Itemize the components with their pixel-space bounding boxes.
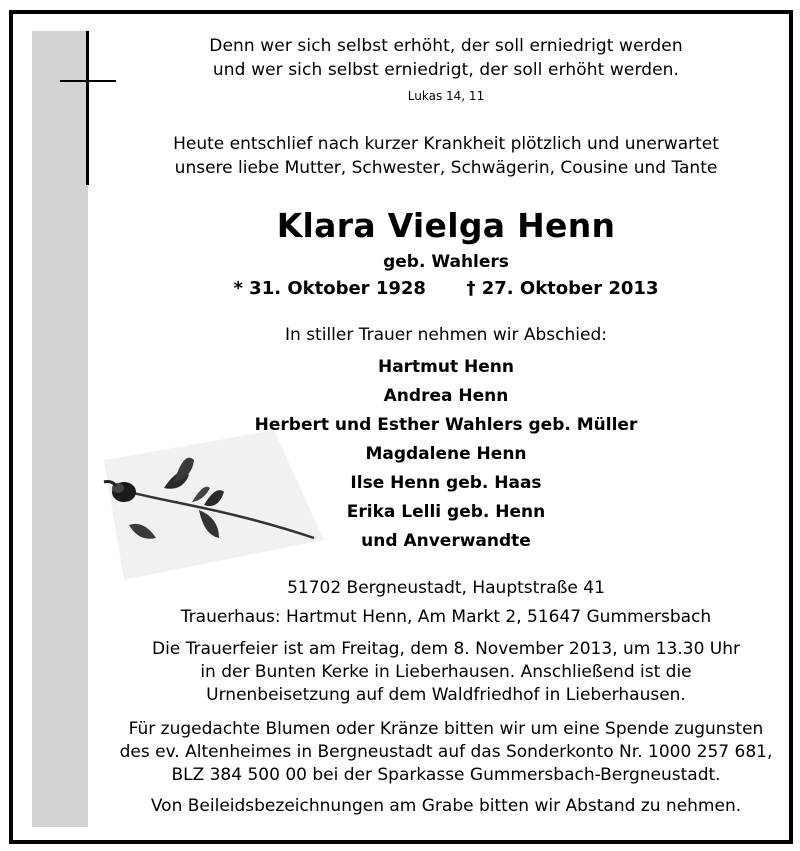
ceremony-line-2: in der Bunten Kerke in Lieberhausen. Anschließend ist die bbox=[200, 662, 692, 682]
deceased-name: Klara Vielga Henn bbox=[276, 206, 616, 245]
donation-line-3: BLZ 384 500 00 bei der Sparkasse Gummersbach-Bergneustadt. bbox=[171, 765, 721, 785]
donation-line-1: Für zugedachte Blumen oder Kränze bitten wir um eine Spende zugunsten bbox=[128, 719, 764, 739]
mourner-1: Hartmut Henn bbox=[377, 357, 515, 377]
verse-line-2: und wer sich selbst erniedrigt, der soll erhöht werden. bbox=[212, 60, 680, 80]
life-dates bbox=[96, 278, 796, 299]
intro-line-2: unsere liebe Mutter, Schwester, Schwägerin, Cousine und Tante bbox=[174, 158, 718, 178]
mourner-4: Magdalene Henn bbox=[365, 444, 527, 464]
mourner-6: Erika Lelli geb. Henn bbox=[346, 502, 546, 522]
ceremony-line-3: Urnenbeisetzung auf dem Waldfriedhof in Lieberhausen. bbox=[206, 685, 686, 705]
address: 51702 Bergneustadt, Hauptstraße 41 bbox=[287, 578, 605, 598]
mourner-7: und Anverwandte bbox=[361, 531, 531, 551]
verse-reference: Lukas 14, 11 bbox=[407, 89, 485, 103]
cross-icon bbox=[86, 31, 89, 185]
birth-date: * 31. Oktober 1928 bbox=[233, 278, 426, 299]
maiden-name: geb. Wahlers bbox=[383, 252, 509, 272]
mourner-3: Herbert und Esther Wahlers geb. Müller bbox=[254, 415, 638, 435]
donation-line-2: des ev. Altenheimes in Bergneustadt auf das Sonderkonto Nr. 1000 257 681, bbox=[119, 742, 773, 762]
mourning-house: Trauerhaus: Hartmut Henn, Am Markt 2, 51647 Gummersbach bbox=[180, 607, 712, 627]
mourning-line: In stiller Trauer nehmen wir Abschied: bbox=[285, 325, 607, 345]
intro-line-1: Heute entschlief nach kurzer Krankheit plötzlich und unerwartet bbox=[173, 134, 719, 154]
closing-note: Von Beileidsbezeichnungen am Grabe bitten wir Abstand zu nehmen. bbox=[150, 796, 742, 816]
mourner-5: Ilse Henn geb. Haas bbox=[350, 473, 542, 493]
verse-line-1: Denn wer sich selbst erhöht, der soll erniedrigt werden bbox=[209, 36, 683, 56]
side-bar bbox=[32, 31, 88, 827]
mourner-2: Andrea Henn bbox=[383, 386, 509, 406]
ceremony-line-1: Die Trauerfeier ist am Freitag, dem 8. November 2013, um 13.30 Uhr bbox=[151, 639, 741, 659]
death-date: † 27. Oktober 2013 bbox=[466, 278, 659, 299]
